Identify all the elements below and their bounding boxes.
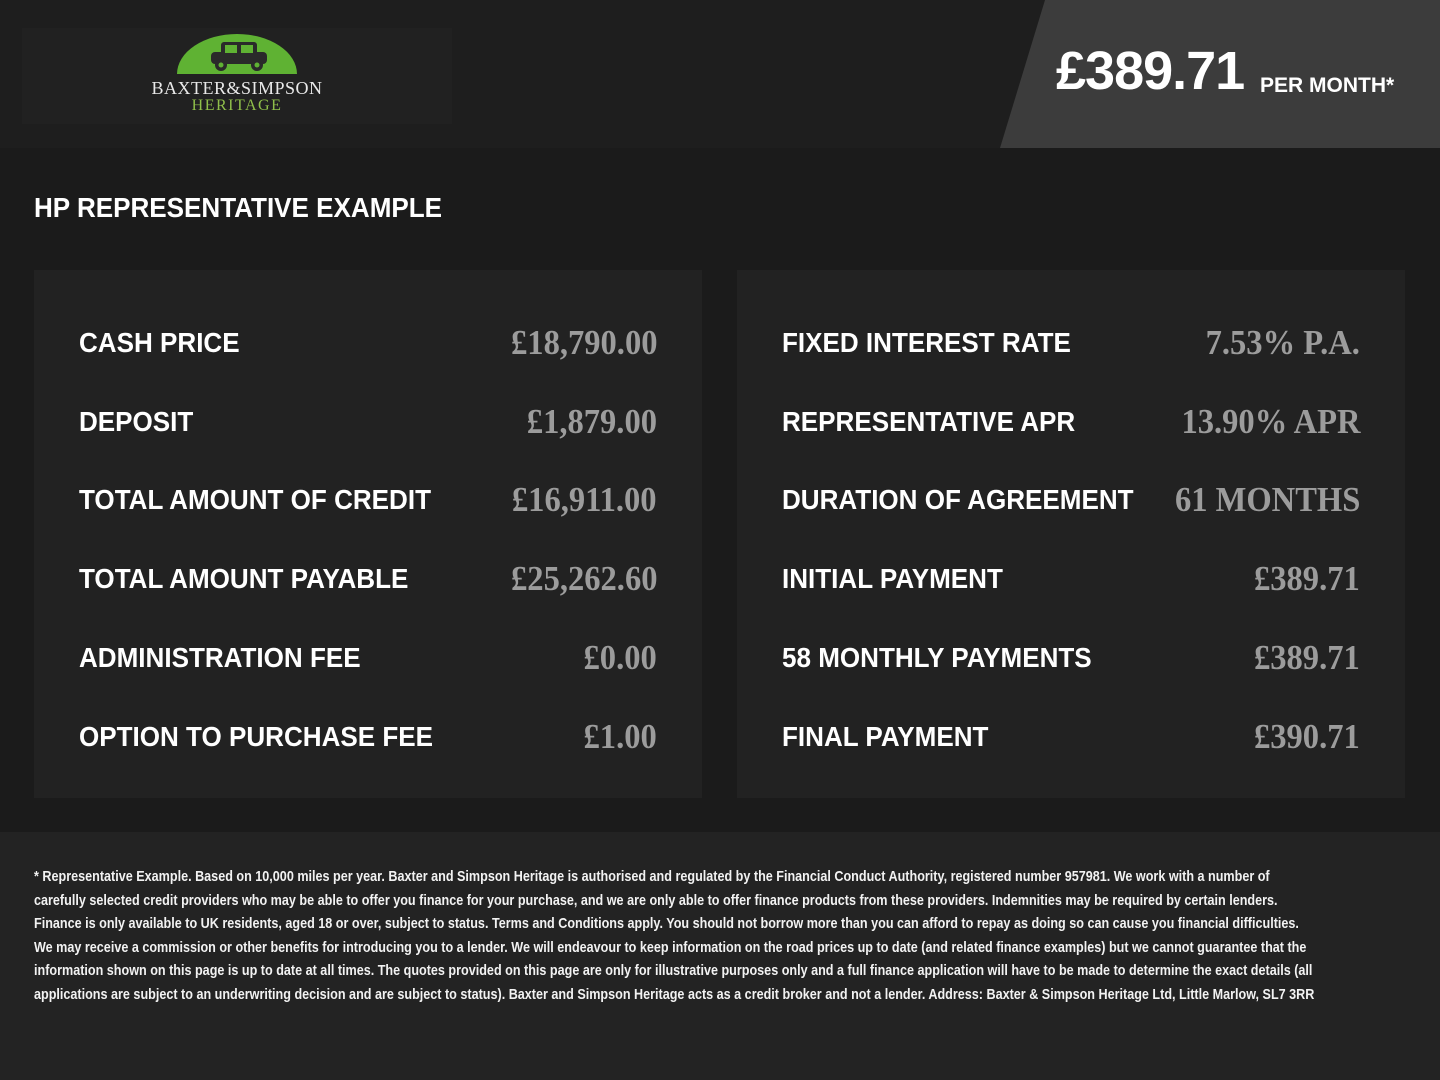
row-value: £25,262.60 xyxy=(510,559,657,598)
logo-subtitle: HERITAGE xyxy=(191,97,283,114)
finance-row xyxy=(782,638,1360,682)
row-label: FINAL PAYMENT xyxy=(782,721,989,752)
row-value: £0.00 xyxy=(583,638,657,677)
row-label: OPTION TO PURCHASE FEE xyxy=(79,721,433,752)
row-value: 13.90% APR xyxy=(1180,402,1360,441)
finance-row xyxy=(79,717,657,761)
row-label: ADMINISTRATION FEE xyxy=(79,642,361,673)
row-value: 7.53% P.A. xyxy=(1205,323,1360,362)
vintage-car-emblem-icon xyxy=(177,34,297,74)
finance-panel-left xyxy=(34,270,702,798)
row-value: £18,790.00 xyxy=(510,323,657,362)
monthly-price-suffix: PER MONTH* xyxy=(1260,74,1395,97)
row-label: TOTAL AMOUNT OF CREDIT xyxy=(79,484,432,515)
header xyxy=(0,0,1440,148)
finance-row xyxy=(79,480,657,524)
row-value: £1.00 xyxy=(583,717,657,756)
finance-row xyxy=(79,402,657,446)
finance-row xyxy=(782,480,1360,524)
row-value: 61 MONTHS xyxy=(1174,480,1360,519)
finance-row xyxy=(782,559,1360,603)
row-value: £16,911.00 xyxy=(512,480,657,519)
disclaimer-text: * Representative Example. Based on 10,000 miles per year. Baxter and Simpson Heritage is authorised and regulated by the Financial Conduct Authority, registered number 957981. We work with a number of carefully selected credit providers who may be able to offer you finance for your purchase, and we are only able to offer finance products from these providers. Indemnities may be required by certain lenders. Finance is only available to UK residents, aged 18 or over, subject to status. Terms and Conditions apply. You should not borrow more than you can afford to repay as doing so can cause you financial difficulties. We may receive a commission or other benefits for introducing you to a lender. We will endeavour to keep information on the road prices up to date (and related finance examples) but we cannot guarantee that the information shown on this page is up to date at all times. The quotes provided on this page are only for illustrative purposes only and a full finance application will have to be made to determine the exact details (all applications are subject to an underwriting decision and are subject to status). Baxter and Simpson Heritage acts as a credit broker and not a lender. Address: Baxter & Simpson Heritage Ltd, Little Marlow, SL7 3RR xyxy=(34,868,1315,1003)
row-label: 58 MONTHLY PAYMENTS xyxy=(782,642,1092,673)
finance-row xyxy=(782,717,1360,761)
logo[interactable] xyxy=(22,28,452,124)
row-value: £390.71 xyxy=(1254,717,1360,756)
finance-row xyxy=(782,323,1360,367)
finance-row xyxy=(79,638,657,682)
monthly-price-amount: £389.71 xyxy=(1056,41,1245,101)
row-value: £1,879.00 xyxy=(526,402,657,441)
row-value: £389.71 xyxy=(1254,559,1360,598)
row-label: INITIAL PAYMENT xyxy=(782,563,1003,594)
row-label: TOTAL AMOUNT PAYABLE xyxy=(79,563,409,594)
section-title: HP REPRESENTATIVE EXAMPLE xyxy=(34,192,443,223)
footer xyxy=(0,832,1440,1080)
finance-row xyxy=(782,402,1360,446)
row-label: DEPOSIT xyxy=(79,406,194,437)
row-label: CASH PRICE xyxy=(79,327,240,358)
finance-row xyxy=(79,559,657,603)
finance-panel-right xyxy=(737,270,1405,798)
row-value: £389.71 xyxy=(1254,638,1360,677)
logo-wordmark: BAXTER&SIMPSON xyxy=(151,78,323,98)
row-label: FIXED INTEREST RATE xyxy=(782,327,1071,358)
row-label: DURATION OF AGREEMENT xyxy=(782,484,1134,515)
finance-row xyxy=(79,323,657,367)
row-label: REPRESENTATIVE APR xyxy=(782,406,1076,437)
